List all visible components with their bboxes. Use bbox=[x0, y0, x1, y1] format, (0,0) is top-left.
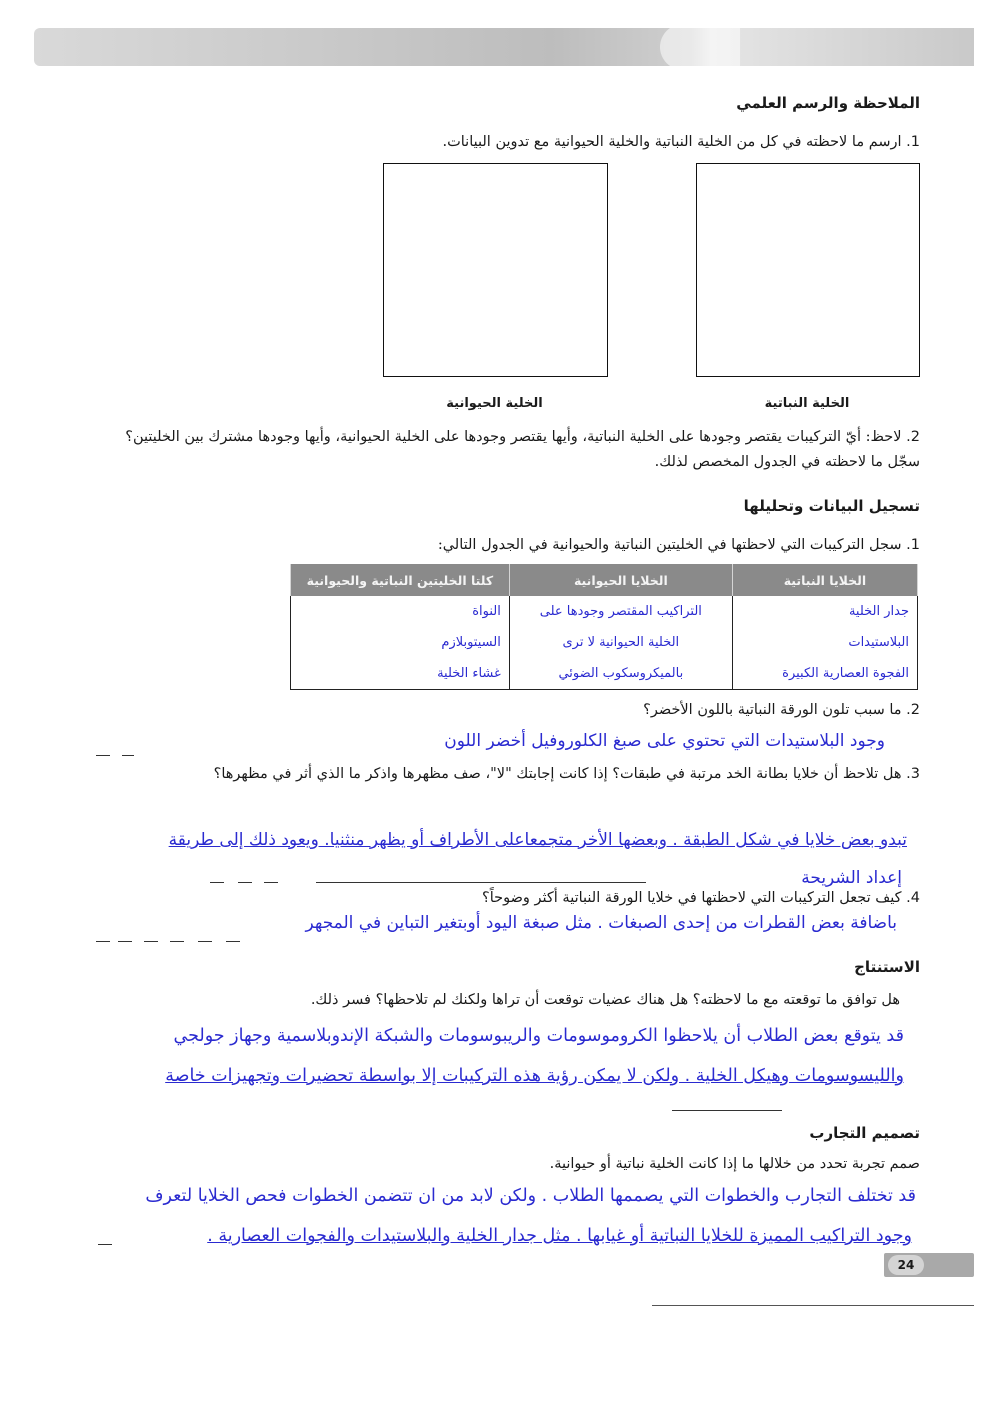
answer-line bbox=[144, 941, 158, 942]
q-text: هل تلاحظ أن خلايا بطانة الخد مرتبة في طبقات؟ إذا كانت إجابتك "لا"، صف مظهرها واذكر ما الذي أثر في مظهرها؟ bbox=[213, 766, 902, 782]
answer-line bbox=[96, 941, 110, 942]
answer-line bbox=[98, 1244, 112, 1245]
answer-line bbox=[118, 941, 132, 942]
data-analysis-heading: تسجيل البيانات وتحليلها bbox=[743, 497, 920, 515]
table-cell: جدار الخلية bbox=[848, 604, 909, 619]
table-cell: غشاء الخلية bbox=[437, 666, 501, 681]
animal-cell-caption: الخلية الحيوانية bbox=[446, 396, 543, 411]
answer-line bbox=[264, 882, 278, 883]
table-header-plant: الخلايا النباتية bbox=[732, 564, 917, 596]
table-cell: الخلية الحيوانية لا ترى bbox=[562, 635, 680, 650]
conclusion-answer-line1[interactable]: قد يتوقع بعض الطلاب أن يلاحظوا الكروموسومات والريبوسومات والشبكة الإندوبلاسمية وجهاز جولجي bbox=[173, 1026, 904, 1046]
table-cell: البلاستيدات bbox=[848, 635, 909, 650]
table-cell: السيتوبلازم bbox=[441, 635, 501, 650]
answer-line bbox=[672, 1110, 782, 1111]
data-q1 bbox=[60, 533, 920, 558]
q3-answer-line1[interactable]: تبدو بعض خلايا في شكل الطبقة . وبعضها الأخر متجمعاعلى الأطراف أو يظهر منثنيا. ويعود ذلك إلى طريقة bbox=[168, 830, 907, 850]
table-cell: الفجوة العصارية الكبيرة bbox=[782, 666, 909, 681]
q-text: كيف تجعل التركيبات التي لاحظتها في خلايا الورقة النباتية أكثر وضوحاً؟ bbox=[482, 890, 902, 906]
animal-cells-column[interactable] bbox=[509, 596, 732, 690]
answer-line bbox=[238, 882, 252, 883]
plant-cell-caption: الخلية النباتية bbox=[764, 396, 850, 411]
header-decoration bbox=[660, 24, 740, 70]
plant-cells-column[interactable] bbox=[732, 596, 917, 690]
conclusion-answer-line2[interactable]: والليسوسومات وهيكل الخلية . ولكن لا يمكن رؤية هذه التركيبات إلا بواسطة تحضيرات وتجهيزات خاصة bbox=[165, 1066, 904, 1086]
data-q4 bbox=[120, 886, 920, 911]
q-text: لاحظ: أيّ التركيبات يقتصر وجودها على الخلية النباتية، وأيها يقتصر وجودها على الخلية الحيوانية، وأيها وجودها مشترك بين الخليتين؟ سجّل ما لاحظته في الجدول المخصص لذلك. bbox=[125, 429, 920, 471]
q-text: سجل التركيبات التي لاحظتها في الخليتين النباتية والحيوانية في الجدول التالي: bbox=[437, 537, 902, 553]
table-cell: بالميكروسكوب الضوئي bbox=[558, 666, 684, 681]
q3-answer-line2[interactable]: إعداد الشريحة bbox=[801, 868, 902, 888]
table-header-animal: الخلايا الحيوانية bbox=[509, 564, 732, 596]
conclusion-heading: الاستنتاج bbox=[854, 958, 920, 976]
observation-q1 bbox=[60, 130, 920, 155]
data-q2 bbox=[60, 698, 920, 723]
q-text: ما سبب تلون الورقة النباتية باللون الأخضر؟ bbox=[643, 702, 902, 718]
design-question: صمم تجربة تحدد من خلالها ما إذا كانت الخلية نباتية أو حيوانية. bbox=[549, 1156, 920, 1172]
q-number: 1. bbox=[906, 134, 920, 150]
q-number: 1. bbox=[906, 537, 920, 553]
table-cell: التراكيب المقتصر وجودها على bbox=[539, 604, 702, 619]
answer-line bbox=[210, 882, 224, 883]
data-q3 bbox=[120, 762, 920, 787]
answer-line bbox=[122, 755, 134, 756]
animal-cell-drawing-box[interactable] bbox=[383, 163, 608, 377]
design-heading: تصميم التجارب bbox=[809, 1124, 920, 1142]
q-number: 3. bbox=[906, 766, 920, 782]
design-answer-line2[interactable]: وجود التراكيب المميزة للخلايا النباتية أو غيابها . مثل جدار الخلية والبلاستيدات والفجوات العصارية . bbox=[207, 1226, 912, 1246]
answer-line bbox=[316, 882, 646, 883]
conclusion-question: هل توافق ما توقعته مع ما لاحظته؟ هل هناك عضيات توقعت أن تراها ولكنك لم تلاحظها؟ فسر ذلك. bbox=[310, 992, 900, 1008]
design-answer-line1[interactable]: قد تختلف التجارب والخطوات التي يصممها الطلاب . ولكن لابد من ان تتضمن الخطوات فحص الخلايا لتعرف bbox=[145, 1186, 916, 1206]
footer-line bbox=[652, 1305, 974, 1306]
q-text: ارسم ما لاحظته في كل من الخلية النباتية والخلية الحيوانية مع تدوين البيانات. bbox=[442, 134, 902, 150]
answer-line bbox=[198, 941, 212, 942]
q-number: 2. bbox=[906, 702, 920, 718]
cells-table bbox=[290, 564, 918, 690]
table-cell: النواة bbox=[472, 604, 501, 619]
q4-answer[interactable]: باضافة بعض القطرات من إحدى الصبغات . مثل صبغة اليود أوبتغير التباين في المجهر bbox=[305, 913, 897, 933]
q-number: 4. bbox=[906, 890, 920, 906]
page-number: 24 bbox=[888, 1255, 924, 1275]
both-cells-column[interactable] bbox=[291, 596, 510, 690]
q2-answer[interactable]: وجود البلاستيدات التي تحتوي على صبغ الكلوروفيل أخضر اللون bbox=[444, 731, 885, 751]
plant-cell-drawing-box[interactable] bbox=[696, 163, 920, 377]
observation-heading: الملاحظة والرسم العلمي bbox=[736, 94, 920, 112]
q-number: 2. bbox=[906, 429, 920, 445]
answer-line bbox=[96, 755, 110, 756]
answer-line bbox=[170, 941, 184, 942]
answer-line bbox=[226, 941, 240, 942]
header-band bbox=[34, 28, 974, 66]
table-header-both: كلتا الخليتين النباتية والحيوانية bbox=[291, 564, 510, 596]
observation-q2 bbox=[120, 425, 920, 476]
